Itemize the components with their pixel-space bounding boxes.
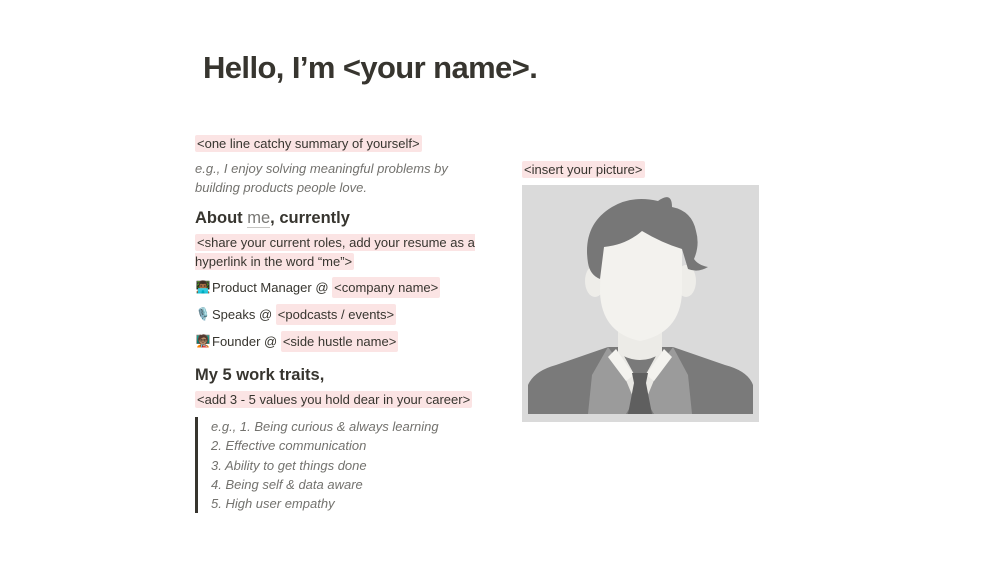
page-title: Hello, I’m <your name>.	[203, 50, 538, 85]
role-item-speaks[interactable]	[195, 304, 495, 325]
podcasts-events-placeholder[interactable]: <podcasts / events>	[276, 304, 396, 325]
summary-placeholder[interactable]	[195, 134, 495, 153]
role-label: Speaks @	[212, 307, 276, 322]
resume-link[interactable]: me	[247, 209, 271, 227]
share-roles-text: <share your current roles, add your resume as a hyperlink in the word “me”>	[195, 235, 475, 269]
trait-item: 4. Being self & data aware	[211, 476, 363, 492]
content-right-column	[522, 160, 759, 422]
picture-placeholder[interactable]	[522, 160, 759, 179]
role-item-founder[interactable]	[195, 331, 495, 352]
share-roles-placeholder[interactable]	[195, 233, 495, 271]
picture-placeholder-text: <insert your picture>	[524, 162, 643, 177]
technologist-icon: 👨🏾‍💻	[195, 280, 211, 294]
summary-example: e.g., I enjoy solving meaningful problems by building products people love.	[195, 161, 448, 195]
company-name-placeholder[interactable]: <company name>	[332, 277, 440, 298]
role-item-product-manager[interactable]	[195, 277, 495, 298]
trait-item: e.g., 1. Being curious & always learning	[211, 419, 439, 434]
content-left-column	[195, 134, 495, 513]
role-label: Founder @	[212, 334, 281, 349]
values-placeholder-text: <add 3 - 5 values you hold dear in your career>	[197, 392, 471, 407]
trait-item: 5. High user empathy	[211, 496, 335, 512]
traits-quote[interactable]	[195, 417, 495, 513]
summary-placeholder-text: <one line catchy summary of yourself>	[197, 136, 420, 151]
trait-item: 3. Ability to get things done	[211, 457, 367, 473]
side-hustle-placeholder[interactable]: <side hustle name>	[281, 331, 398, 352]
role-label: Product Manager @	[212, 280, 333, 295]
microphone-icon: 🎙️	[195, 307, 211, 321]
trait-item: 2. Effective communication	[211, 438, 367, 454]
about-heading	[195, 207, 495, 229]
about-heading-prefix: About	[195, 209, 248, 227]
values-placeholder[interactable]	[195, 390, 495, 409]
about-heading-suffix: , currently	[270, 209, 350, 227]
avatar-placeholder-icon	[522, 185, 759, 422]
traits-heading: My 5 work traits,	[195, 366, 325, 384]
profile-picture[interactable]	[522, 185, 759, 422]
teacher-icon: 🧑🏽‍🏫	[195, 334, 211, 348]
